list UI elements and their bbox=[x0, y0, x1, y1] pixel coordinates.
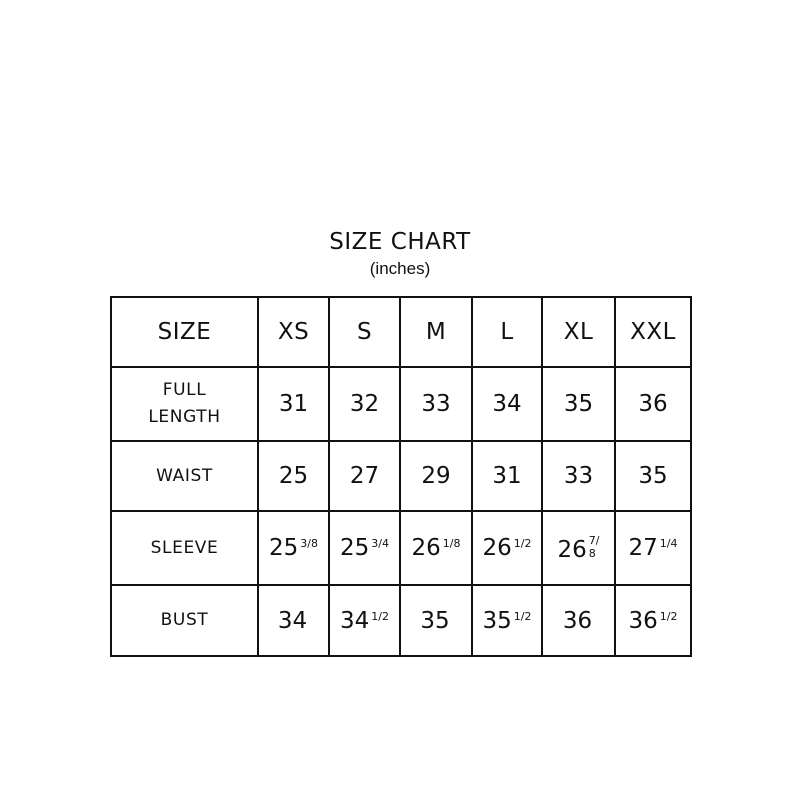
row-label-full-length bbox=[111, 367, 258, 441]
cell-whole: 31 bbox=[278, 391, 309, 417]
cell-whole: 35 bbox=[420, 607, 450, 634]
cell-fraction: 3/4 bbox=[371, 537, 389, 550]
size-chart-table bbox=[110, 296, 692, 657]
cell-whole: 33 bbox=[563, 463, 594, 489]
table-cell bbox=[542, 585, 615, 656]
table-row-bust bbox=[111, 585, 691, 656]
table-cell bbox=[258, 441, 329, 511]
table-row-waist bbox=[111, 441, 691, 511]
cell-whole: 32 bbox=[349, 391, 380, 417]
table-cell bbox=[615, 585, 691, 656]
cell-whole: 34 bbox=[340, 607, 370, 634]
table-cell bbox=[542, 367, 615, 441]
cell-whole: 36 bbox=[638, 391, 668, 417]
table-cell bbox=[615, 367, 691, 441]
cell-fraction: 3/8 bbox=[300, 537, 318, 550]
cell-fraction: 1/2 bbox=[659, 609, 678, 623]
cell-whole: 35 bbox=[563, 391, 594, 417]
fraction-bottom: 8 bbox=[588, 546, 596, 560]
cell-fraction-stacked bbox=[589, 534, 600, 560]
table-cell bbox=[400, 367, 472, 441]
table-cell bbox=[329, 511, 400, 585]
cell-whole: 26 bbox=[557, 536, 587, 563]
row-label-line: BUST bbox=[160, 610, 209, 630]
table-header-row bbox=[111, 297, 691, 367]
cell-whole: 36 bbox=[562, 607, 593, 634]
table-cell bbox=[400, 585, 472, 656]
row-label-line: SLEEVE bbox=[150, 537, 219, 558]
cell-whole: 35 bbox=[482, 607, 512, 634]
table-cell bbox=[258, 511, 329, 585]
table-cell bbox=[542, 511, 615, 585]
table-cell bbox=[472, 585, 542, 656]
cell-whole: 31 bbox=[492, 463, 522, 489]
header-cell-s: S bbox=[329, 297, 400, 367]
row-label-bust bbox=[111, 585, 258, 656]
table-cell bbox=[615, 441, 691, 511]
cell-whole: 26 bbox=[411, 535, 441, 561]
fraction-top: 7/ bbox=[588, 533, 600, 547]
row-label-line: WAIST bbox=[156, 465, 213, 486]
row-label-waist bbox=[111, 441, 258, 511]
row-label-line: FULL bbox=[162, 380, 207, 400]
cell-whole: 25 bbox=[269, 535, 299, 561]
cell-fraction: 1/2 bbox=[513, 609, 532, 623]
cell-whole: 27 bbox=[628, 535, 658, 561]
cell-whole: 27 bbox=[349, 463, 380, 489]
table-cell bbox=[329, 367, 400, 441]
header-cell-xl: XL bbox=[542, 297, 615, 367]
table-cell bbox=[472, 511, 542, 585]
cell-whole: 35 bbox=[638, 463, 668, 489]
cell-fraction: 1/2 bbox=[371, 609, 389, 623]
cell-whole: 25 bbox=[278, 463, 309, 489]
cell-fraction: 1/8 bbox=[442, 537, 461, 550]
header-cell-xs: XS bbox=[258, 297, 329, 367]
cell-whole: 36 bbox=[628, 607, 658, 634]
row-label-line: LENGTH bbox=[148, 407, 221, 427]
header-cell-l: L bbox=[472, 297, 542, 367]
cell-fraction: 1/4 bbox=[659, 537, 678, 550]
header-cell-size: SIZE bbox=[111, 297, 258, 367]
cell-whole: 34 bbox=[277, 607, 308, 634]
row-label-sleeve bbox=[111, 511, 258, 585]
cell-whole: 26 bbox=[482, 535, 512, 561]
unit-subtitle: (inches) bbox=[369, 259, 431, 278]
table-row-sleeve bbox=[111, 511, 691, 585]
page-title: SIZE CHART bbox=[329, 229, 471, 255]
header-cell-xxl: XXL bbox=[615, 297, 691, 367]
table-cell bbox=[400, 441, 472, 511]
table-cell bbox=[258, 367, 329, 441]
table-row-full-length bbox=[111, 367, 691, 441]
table-cell bbox=[472, 367, 542, 441]
table-cell bbox=[400, 511, 472, 585]
cell-whole: 34 bbox=[492, 391, 522, 417]
header-cell-m: M bbox=[400, 297, 472, 367]
cell-whole: 33 bbox=[421, 391, 451, 417]
table-cell bbox=[615, 511, 691, 585]
table-cell bbox=[258, 585, 329, 656]
table-cell bbox=[542, 441, 615, 511]
cell-fraction: 1/2 bbox=[513, 537, 532, 550]
cell-whole: 29 bbox=[421, 463, 451, 489]
cell-whole: 25 bbox=[340, 535, 370, 561]
table-cell bbox=[472, 441, 542, 511]
table-cell bbox=[329, 441, 400, 511]
table-cell bbox=[329, 585, 400, 656]
